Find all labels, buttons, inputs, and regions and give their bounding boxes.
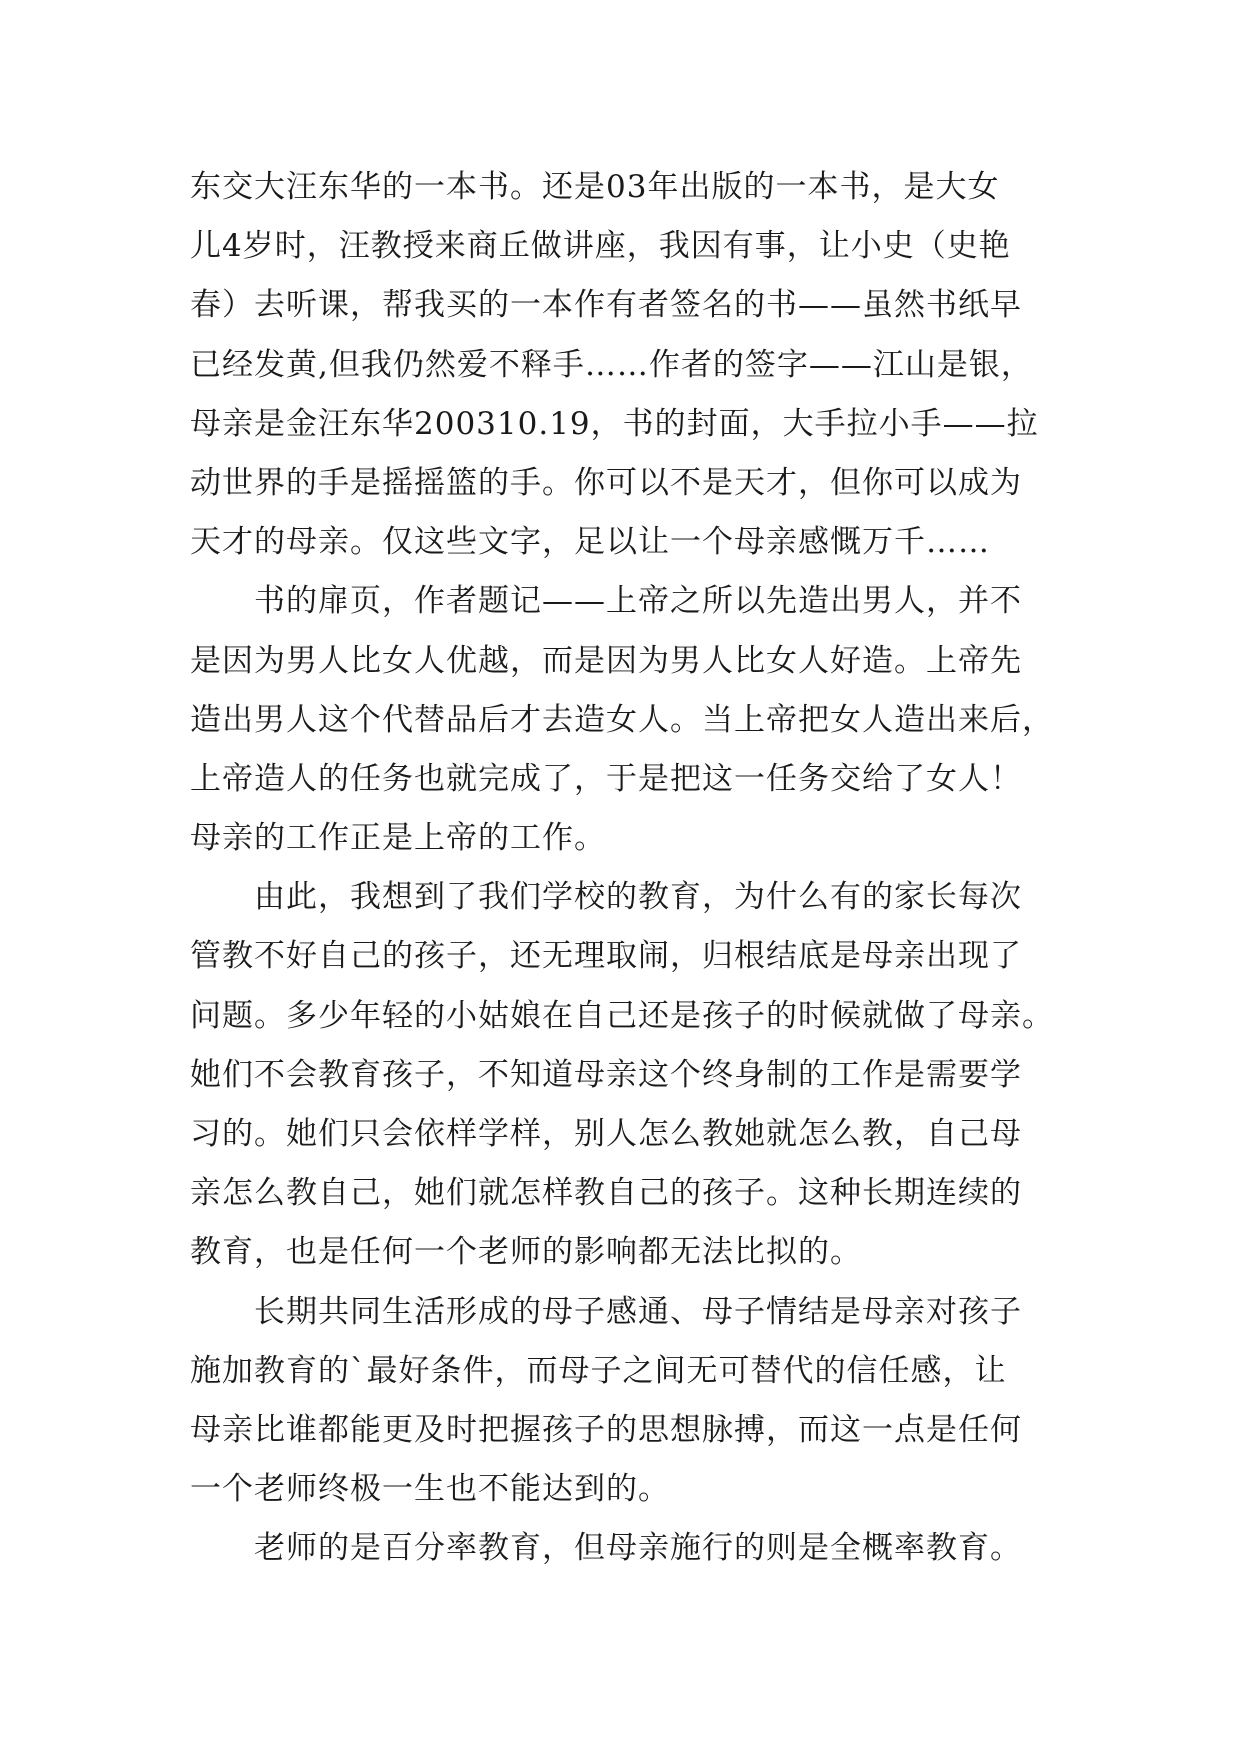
text-line: 母亲的工作正是上帝的工作。 xyxy=(190,820,606,857)
text-line: 管教不好自己的孩子，还无理取闹，归根结底是母亲出现了 xyxy=(190,938,1022,975)
text-line: 天才的母亲。仅这些文字，足以让一个母亲感慨万千…… xyxy=(190,524,990,561)
text-line: 东交大汪东华的一本书。还是03年出版的一本书，是大女 xyxy=(190,169,1000,205)
text-line: 已经发黄,但我仍然爱不释手……作者的签字——江山是银， xyxy=(190,346,1033,383)
text-line: 教育，也是任何一个老师的影响都无法比拟的。 xyxy=(190,1234,862,1271)
text-line: 母亲是金汪东华200310.19，书的封面，大手拉小手——拉 xyxy=(190,405,1039,442)
text-line: 是因为男人比女人优越，而是因为男人比女人好造。上帝先 xyxy=(190,642,1022,679)
text-line: 亲怎么教自己，她们就怎样教自己的孩子。这种长期连续的 xyxy=(190,1175,1022,1212)
paragraph-first-line: 书的扉页，作者题记——上帝之所以先造出男人，并不 xyxy=(254,583,1022,620)
text-line: 春）去听课，帮我买的一本作有者签名的书——虽然书纸早 xyxy=(190,287,1022,324)
text-line: 施加教育的`最好条件，而母子之间无可替代的信任感，让 xyxy=(190,1352,1007,1389)
paragraph-first-line: 老师的是百分率教育，但母亲施行的则是全概率教育。 xyxy=(254,1530,1022,1567)
text-line: 习的。她们只会依样学样，别人怎么教她就怎么教，自己母 xyxy=(190,1116,1022,1152)
text-line: 一个老师终极一生也不能达到的。 xyxy=(190,1471,670,1508)
text-line: 上帝造人的任务也就完成了，于是把这一任务交给了女人！ xyxy=(190,760,1022,797)
body-text xyxy=(190,158,1090,1579)
text-line: 问题。多少年轻的小姑娘在自己还是孩子的时候就做了母亲。 xyxy=(190,997,1054,1034)
paragraph-first-line: 由此，我想到了我们学校的教育，为什么有的家长每次 xyxy=(254,879,1022,916)
text-line: 造出男人这个代替品后才去造女人。当上帝把女人造出来后， xyxy=(190,701,1054,738)
text-line: 动世界的手是摇摇篮的手。你可以不是天才，但你可以成为 xyxy=(190,464,1022,501)
text-line: 儿4岁时，汪教授来商丘做讲座，我因有事，让小史（史艳 xyxy=(190,228,1011,265)
text-line: 母亲比谁都能更及时把握孩子的思想脉搏，而这一点是任何 xyxy=(190,1411,1022,1448)
text-line: 她们不会教育孩子，不知道母亲这个终身制的工作是需要学 xyxy=(190,1056,1022,1093)
paragraph-first-line: 长期共同生活形成的母子感通、母子情结是母亲对孩子 xyxy=(254,1293,1022,1330)
